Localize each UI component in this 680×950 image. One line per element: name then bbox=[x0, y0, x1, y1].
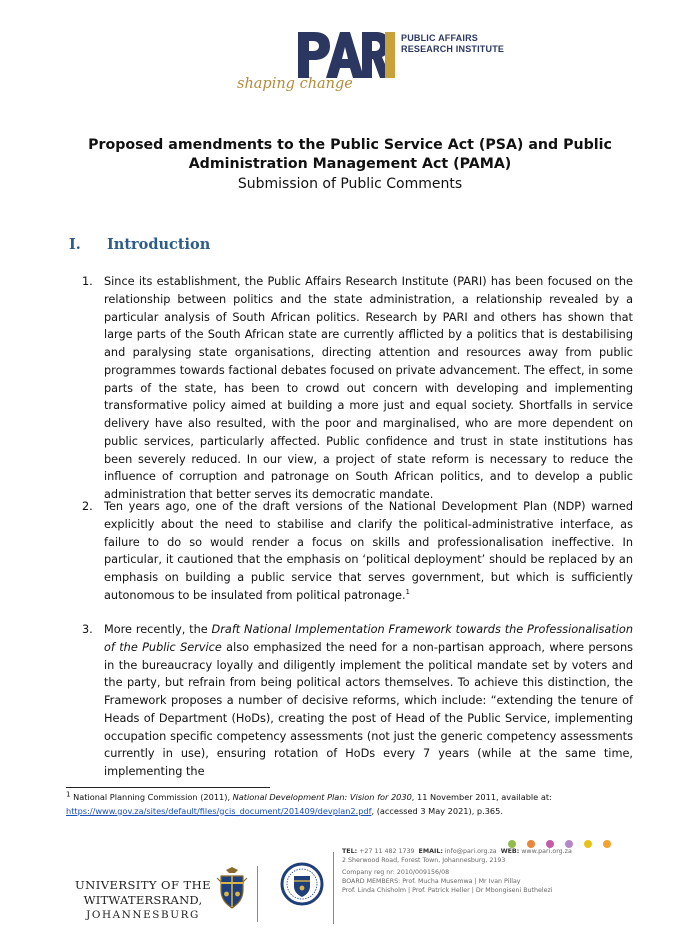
wits-logo: UNIVERSITY OF THE WITWATERSRAND, JOHANNESBURG bbox=[75, 878, 211, 921]
footnote-number: 1 bbox=[66, 790, 71, 799]
wits-crest-icon bbox=[216, 866, 248, 910]
footnote-divider bbox=[66, 787, 270, 788]
paragraph-text: Ten years ago, one of the draft versions of the National Development Plan (NDP) warned explicitly about the need to stabilise and clarify the political-administrative interface, as failure to do so would render a focus on skills and professionalisation ineffective. In particular, it cautioned that the emphasis on ‘political deployment’ should be replaced by an emphasis on building a public service that serves government, but which is sufficiently autonomous to be insulated from political patronage. bbox=[104, 500, 633, 602]
contact-line: TEL: +27 11 482 1739 EMAIL: info@pari.org.za WEB: www.pari.org.za bbox=[342, 848, 572, 855]
dot-lilac bbox=[565, 840, 573, 848]
paragraph-2 bbox=[82, 498, 633, 605]
board-members-2: Prof. Linda Chisholm | Prof. Patrick Heller | Dr Mbongiseni Buthelezi bbox=[342, 886, 553, 894]
footnote: $^1$ National Planning Commission (2011), National Development Plan: Vision for 2030, 11 November 2011, available at: https://www.gov.za/sites/default/files/gcis_document/201409/devplan2.pdf, (accessed 3 May 2021), p.365. bbox=[66, 790, 552, 816]
paragraph-number: 3. bbox=[82, 623, 93, 636]
pari-logo bbox=[0, 0, 680, 110]
paragraph-text: also emphasized the need for a non-partisan approach, where persons in the bureaucracy loyally and diligently implement the political mandate set by voters and the party, but refrain from being political actors themselves. To achieve this distinction, the Framework proposes a number of decisive reforms, which include: “extending the tenure of Heads of Department (HoDs), creating the post of Head of the Public Service, implementing occupation specific competency assessments (not just the generic competency assessments currently in use), ensuring rotation of HoDs every 7 years (while at the same time, implementing the bbox=[104, 640, 633, 778]
contact-block bbox=[342, 848, 662, 896]
document-subtitle: Submission of Public Comments bbox=[237, 176, 463, 192]
website-link[interactable]: www.pari.org.za bbox=[521, 848, 572, 855]
paragraph-text: More recently, the bbox=[104, 623, 212, 636]
section-heading bbox=[69, 236, 210, 253]
document-title: Proposed amendments to the Public Service Act (PSA) and Public Administration Management Act (PAMA) bbox=[88, 137, 612, 172]
paragraph-number: 2. bbox=[82, 500, 93, 513]
university-seal-icon bbox=[280, 859, 324, 909]
footnote-reference[interactable]: 1 bbox=[405, 587, 411, 596]
section-title: Introduction bbox=[107, 236, 211, 253]
dot-magenta bbox=[546, 840, 554, 848]
dot-amber bbox=[603, 840, 611, 848]
framework-title: Draft National Implementation Framework towards the Professionalisation of the Public Service bbox=[104, 623, 633, 654]
dot-orange bbox=[527, 840, 535, 848]
paragraph-number: 1. bbox=[82, 275, 93, 288]
phone-number[interactable]: +27 11 482 1739 bbox=[359, 848, 415, 855]
footer-divider bbox=[333, 852, 334, 924]
board-members: BOARD MEMBERS: Prof. Mucha Musemwa | Mr Ivan Pillay bbox=[342, 878, 521, 886]
paragraph-text: Since its establishment, the Public Affairs Research Institute (PARI) has been focused on the relationship between politics and the state administration, a relationship revealed by a particular analysis of South African politics. Research by PARI and others has shown that large parts of the South African state are currently afflicted by a politics that is destabilising and paralysing state organisations, directing attention and resources away from public programmes towards factional debates focused on private advancement. The effect, in some parts of the state, has been to crowd out concern with developing and implementing transformative policy aimed at building a more just and equal society. Shortfalls in service delivery have also resulted, with the poor and marginalised, who are more dependent on public services, particularly affected. Public confidence and trust in state institutions has been severely reduced. In our view, a project of state reform is necessary to reduce the influence of corruption and patronage on South African politics, and to develop a public administration that better serves its democratic mandate. bbox=[104, 275, 633, 501]
address: 2 Sherwood Road, Forest Town, Johannesburg, 2193 bbox=[342, 856, 506, 864]
company-registration: Company reg nr: 2010/009156/08 bbox=[342, 869, 450, 877]
pari-wordmark-icon bbox=[296, 28, 396, 80]
section-number: I. bbox=[69, 236, 81, 253]
paragraph-3 bbox=[82, 621, 633, 781]
email-link[interactable]: info@pari.org.za bbox=[444, 848, 497, 855]
dot-yellow bbox=[584, 840, 592, 848]
footer-divider bbox=[257, 866, 258, 922]
org-name: PUBLIC AFFAIRS RESEARCH INSTITUTE bbox=[401, 33, 505, 54]
footnote-link[interactable]: https://www.gov.za/sites/default/files/gcis_document/201409/devplan2.pdf bbox=[66, 805, 372, 816]
paragraph-1 bbox=[82, 273, 633, 504]
dot-green bbox=[508, 840, 516, 848]
tagline: shaping change bbox=[237, 76, 353, 92]
